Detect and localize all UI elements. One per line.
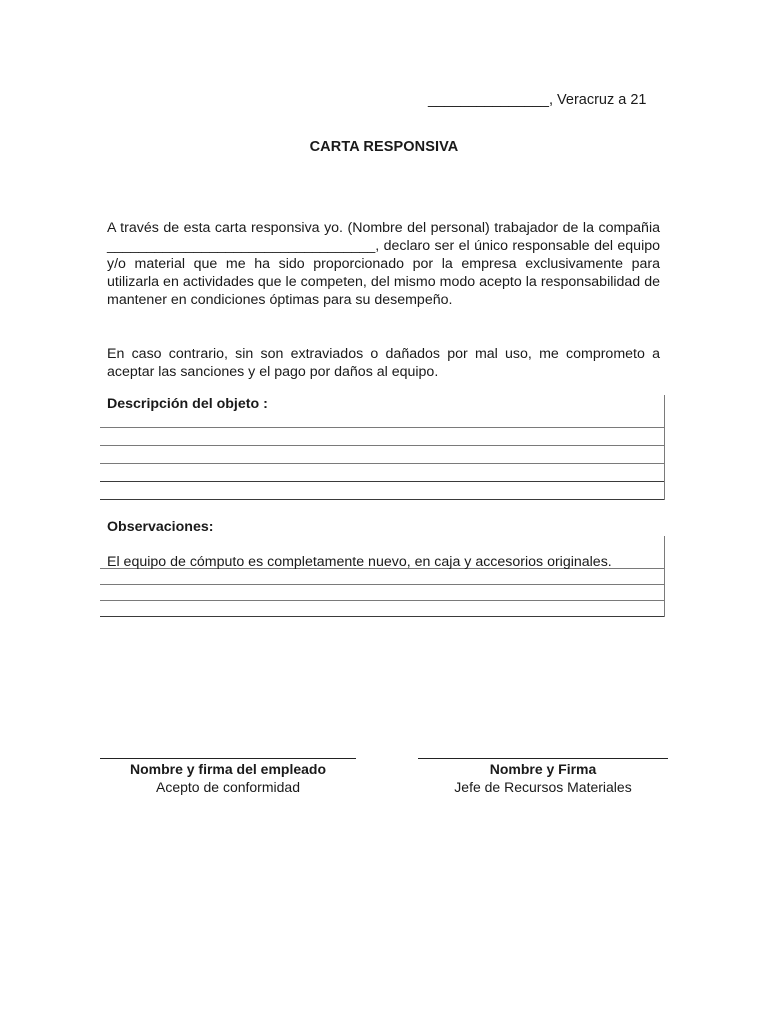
document-title: CARTA RESPONSIVA <box>309 139 459 155</box>
signature-line <box>418 758 668 759</box>
manager-signature-block <box>418 758 668 796</box>
description-label: Descripción del objeto : <box>107 396 268 412</box>
observations-line <box>100 584 664 600</box>
description-line <box>100 427 664 445</box>
manager-signature-role: Jefe de Recursos Materiales <box>454 779 632 795</box>
description-line <box>100 499 664 500</box>
observations-label: Observaciones: <box>107 519 214 535</box>
description-box <box>100 395 665 500</box>
date-line: _______________, Veracruz a 21 <box>428 92 647 108</box>
employee-signature-block <box>100 758 356 796</box>
body-paragraph-1: A través de esta carta responsiva yo. (Nombre del personal) trabajador de la compañia __________________________________, declaro ser el único responsable del equipo y/o material que me ha sido proporcionado por la empresa exclusivamente para utilizarla en actividades que le competen, del mismo modo acepto la responsabilidad de mantener en condiciones óptimas para su desempeño. <box>107 220 660 308</box>
signature-line <box>100 758 356 759</box>
description-line <box>100 481 664 499</box>
employee-signature-role: Acepto de conformidad <box>156 779 300 795</box>
description-line <box>100 463 664 481</box>
body-paragraph-2: En caso contrario, sin son extraviados o dañados por mal uso, me comprometo a aceptar las sanciones y el pago por daños al equipo. <box>107 346 660 380</box>
manager-signature-name: Nombre y Firma <box>489 761 597 777</box>
employee-signature-name: Nombre y firma del empleado <box>129 761 327 777</box>
observations-line <box>100 600 664 616</box>
observations-line <box>100 616 664 617</box>
observations-box <box>100 536 665 617</box>
description-line <box>100 445 664 463</box>
observations-text: El equipo de cómputo es completamente nuevo, en caja y accesorios originales. <box>107 554 612 570</box>
